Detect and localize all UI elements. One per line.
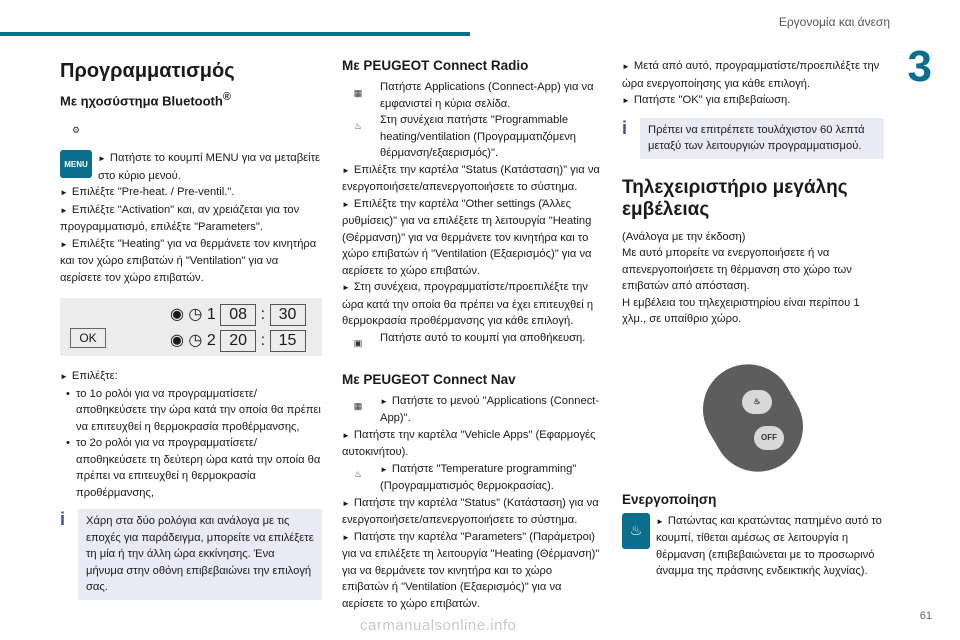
chapter-number: 3 <box>907 42 932 91</box>
heating-ventilation-icon: ♨ <box>353 120 363 131</box>
radio-step-2: Στη συνέχεια πατήστε "Programmable heating/ventilation (Προγραμματιζόμενη θέρμανση/εξαερισμός)". <box>380 114 577 159</box>
clock-icon: ◉ ◷ <box>170 306 203 324</box>
subsection-title: Με ηχοσύστημα Bluetooth® <box>60 91 231 109</box>
bullet-clock-2: • το 2ο ρολόι για να προγραμματίσετε/αποθηκεύσετε τη δεύτερη ώρα κατά την οποία θα πρέπει να επιτευχθεί η θερμοκρασία προθέρμανσης, <box>60 435 322 501</box>
header-bar <box>0 32 470 36</box>
watermark: carmanualsonline.info <box>360 617 517 634</box>
remote-body <box>687 347 820 487</box>
clock-2-minutes[interactable]: 15 <box>270 330 306 352</box>
column-1 <box>60 50 322 608</box>
info-note <box>622 118 884 159</box>
step-select: ► Επιλέξτε: <box>60 368 322 386</box>
step-preheat: ► Επιλέξτε "Pre-heat. / Pre-ventil.". <box>60 184 322 202</box>
info-note <box>60 509 322 600</box>
nav-step-1: ► Πατήστε το μενού "Applications (Connect-App)". <box>380 393 600 427</box>
clock-icon: ◉ ◷ <box>170 332 203 350</box>
apps-grid-icon: ▦ <box>353 401 363 411</box>
info-icon: i <box>622 117 628 138</box>
clock-1-minutes[interactable]: 30 <box>270 304 306 326</box>
radio-step-6: Πατήστε αυτό το κουμπί για αποθήκευση. <box>380 331 586 344</box>
heating-ventilation-icon: ♨ <box>353 469 363 479</box>
page-number: 61 <box>919 610 932 622</box>
apps-grid-icon: ▦ <box>353 87 363 98</box>
clock-1-hours[interactable]: 08 <box>220 304 256 326</box>
nav-step-2: ► Πατήστε την καρτέλα "Vehicle Apps" (Εφαρμογές αυτοκινήτου). <box>342 427 600 461</box>
section-title: Προγραμματισμός <box>60 60 235 82</box>
info-icon: i <box>60 509 66 530</box>
off-button: OFF <box>754 426 784 450</box>
step-confirm: ► Πατήστε "OK" για επιβεβαίωση. <box>622 92 884 110</box>
clock-1-row <box>170 304 306 326</box>
radio-step-1: Πατήστε Applications (Connect-App) για να εμφανιστεί η κύρια σελίδα. <box>380 81 594 110</box>
remote-control-image <box>698 358 808 478</box>
radio-step-4: ► Επιλέξτε την καρτέλα "Other settings (Άλλες ρυθμίσεις)" για να επιλέξετε τη λειτουργία "Heating (Θέρμανση)" για να θερμάνετε τον κινητήρα και το χώρο επιβατών ή "Ventilation (Εξαερισμός)" για να αερίσετε το χώρο επιβατών. <box>342 196 600 280</box>
timer-display-panel <box>60 298 322 356</box>
time-separator: : <box>260 332 266 350</box>
nav-step-4: ► Πατήστε την καρτέλα "Status" (Κατάσταση) για να ενεργοποιήσετε/απενεργοποιήσετε το σύστημα. <box>342 495 600 529</box>
radio-step-5: ► Στη συνέχεια, προγραμματίστε/προεπιλέξτε την ώρα κατά την οποία θα πρέπει να έχει επιτευχθεί η θερμοκρασία προθέρμανσης για κάθε επιλογή. <box>342 279 600 330</box>
info-text: Χάρη στα δύο ρολόγια και ανάλογα με τις εποχές για παράδειγμα, μπορείτε να επιλέξετε τη μία ή την άλλη ώρα εκκίνησης. Ένα μήνυμα στην οθόνη επιβεβαιώνει την επιλογή σας. <box>86 515 314 594</box>
activation-text: ► Πατώντας και κρατώντας πατημένο αυτό το κουμπί, τίθεται αμέσως σε λειτουργία η θέρμανση (επιβεβαιώνεται με το προσωρινό άναμμα της πράσινης ενδεικτικής λυχνίας). <box>656 513 884 580</box>
nav-step-5: ► Πατήστε την καρτέλα "Parameters" (Παράμετροι) για να επιλέξετε τη λειτουργία "Heating (Θέρμανση)" για να θερμάνετε τον κινητήρα και το χώρο επιβατών ή "Ventilation (Εξαερισμός)" για να αερίσετε το χώρο επιβατών. <box>342 529 600 613</box>
clock-2-hours[interactable]: 20 <box>220 330 256 352</box>
remote-range: Η εμβέλεια του τηλεχειριστηρίου είναι περίπου 1 χλμ., σε υπαίθριο χώρο. <box>622 296 860 325</box>
step-activation: ► Επιλέξτε "Activation" και, αν χρειάζεται για τον προγραμματισμό, επιλέξτε "Parameters". <box>60 202 322 236</box>
step-menu: ► Πατήστε το κουμπί MENU για να μεταβείτε στο κύριο μενού. <box>98 150 322 184</box>
step-program-time: ► Μετά από αυτό, προγραμματίστε/προεπιλέξτε την ώρα ενεργοποίησης για κάθε επιλογή. <box>622 58 884 92</box>
heat-button-icon: ♨ <box>742 390 772 414</box>
time-separator: : <box>260 306 266 324</box>
clock-2-label: 2 <box>206 332 216 350</box>
activation-heading: Ενεργοποίηση <box>622 491 717 507</box>
remote-description: Με αυτό μπορείτε να ενεργοποιήσετε ή να απενεργοποιήσετε τη θέρμανση στο χώρο των επιβατών από απόσταση. <box>622 247 852 292</box>
remote-title: Τηλεχειριστήριο μεγάλης εμβέλειας <box>622 176 848 220</box>
clock-2-row <box>170 330 306 352</box>
info-text: Πρέπει να επιτρέπετε τουλάχιστον 60 λεπτά μεταξύ των λειτουργιών προγραμματισμού. <box>648 123 865 152</box>
menu-button-icon: MENU <box>60 150 92 178</box>
ok-button[interactable]: OK <box>70 328 106 348</box>
step-heating: ► Επιλέξτε "Heating" για να θερμάνετε τον κινητήρα και τον χώρο επιβατών ή "Ventilation" για να αερίσετε τον χώρο επιβατών. <box>60 236 322 287</box>
bluetooth-settings-icon: ⚙ <box>71 124 81 135</box>
heading-connect-radio: Με PEUGEOT Connect Radio <box>342 58 529 73</box>
radio-step-3: ► Επιλέξτε την καρτέλα "Status (Κατάσταση)" για να ενεργοποιήσετε/απενεργοποιήσετε το σύστημα. <box>342 162 600 196</box>
heating-button-icon: ♨ <box>622 513 650 549</box>
clock-1-label: 1 <box>206 306 216 324</box>
header-title: Εργονομία και άνεση <box>778 15 890 29</box>
bullet-clock-1: • το 1ο ρολόι για να προγραμματίσετε/αποθηκεύσετε την ώρα κατά την οποία θα πρέπει να επιτευχθεί η θερμοκρασία προθέρμανσης, <box>60 386 322 436</box>
column-2 <box>342 50 600 612</box>
save-icon: ▣ <box>353 338 363 348</box>
heading-connect-nav: Με PEUGEOT Connect Nav <box>342 371 516 387</box>
column-3 <box>622 50 884 580</box>
nav-step-3: ► Πατήστε "Temperature programming" (Προγραμματισμός θερμοκρασίας). <box>380 461 600 495</box>
remote-version: (Ανάλογα με την έκδοση) <box>622 230 746 243</box>
